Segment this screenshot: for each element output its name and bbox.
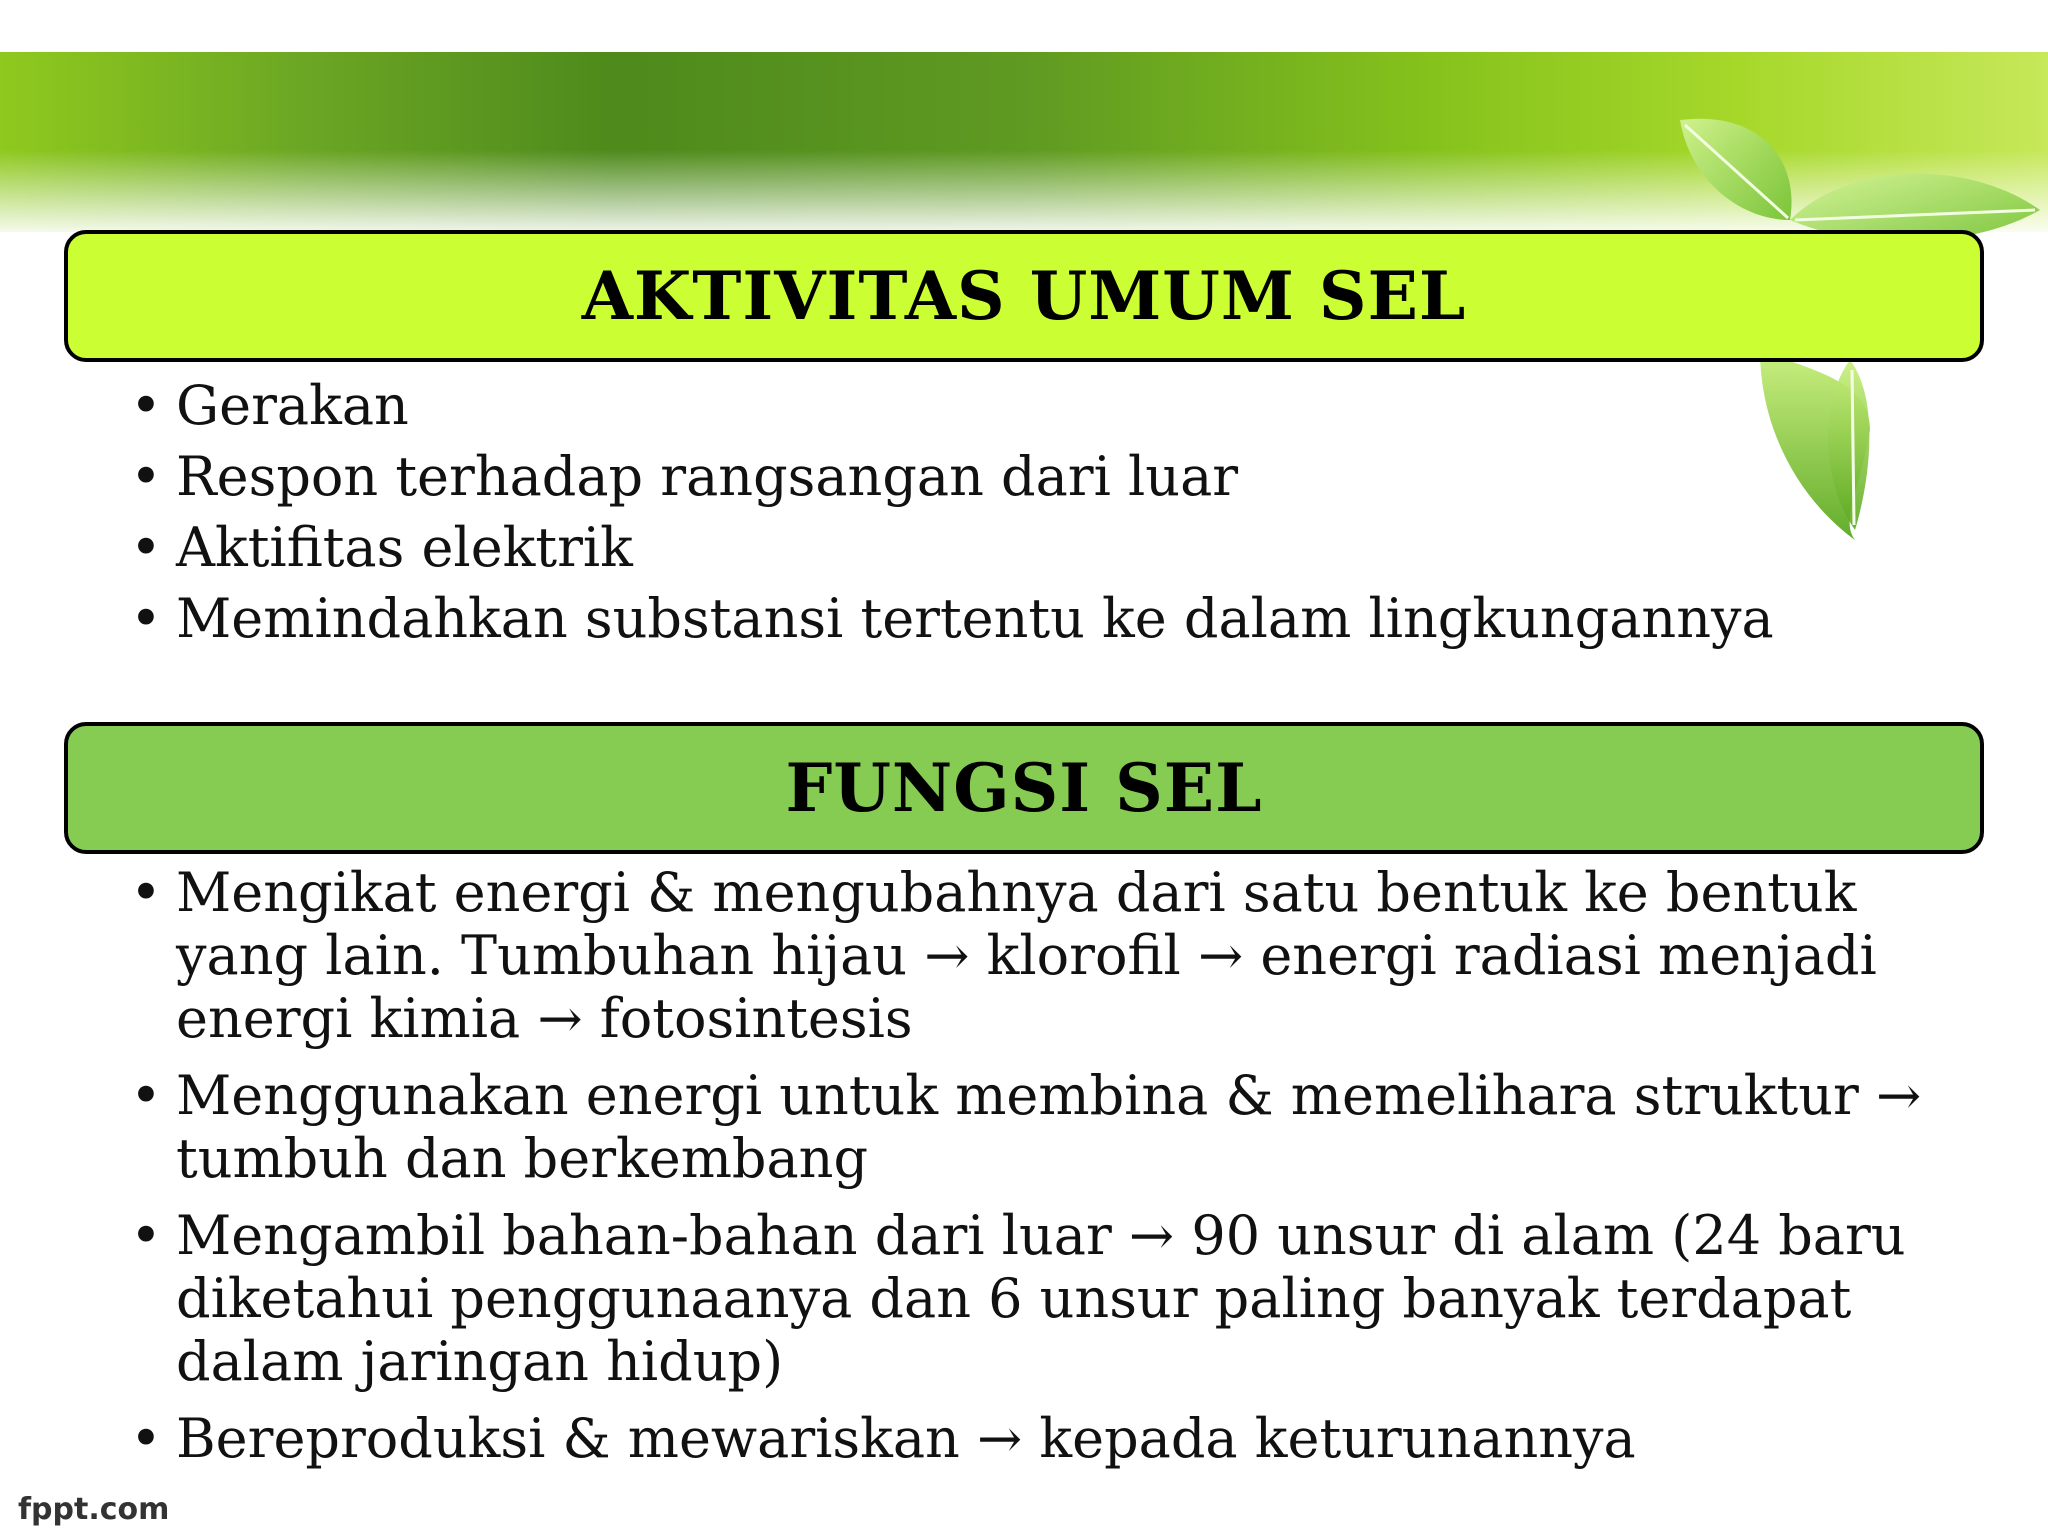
list-item: • Bereproduksi & mewariskan → kepada keturunannya [130,1407,1980,1470]
section1-title: AKTIVITAS UMUM SEL [581,257,1467,335]
watermark: fppt.com [18,1492,170,1527]
section2-header [64,722,1984,854]
section1-header [64,230,1984,362]
list-item: • Mengambil bahan-bahan dari luar → 90 unsur di alam (24 baru diketahui penggunaanya dan 6 unsur paling banyak terdapat dalam jaringan hidup) [130,1204,1980,1393]
section2-title: FUNGSI SEL [785,749,1263,827]
list-item: • Aktifitas elektrik [130,516,1780,579]
list-item: • Memindahkan substansi tertentu ke dalam lingkungannya [130,587,1780,650]
list-item: • Menggunakan energi untuk membina & memelihara struktur → tumbuh dan berkembang [130,1064,1980,1190]
list-item: • Respon terhadap rangsangan dari luar [130,445,1780,508]
section2-list [130,861,1980,1484]
list-item: • Mengikat energi & mengubahnya dari satu bentuk ke bentuk yang lain. Tumbuhan hijau → klorofil → energi radiasi menjadi energi kimia → fotosintesis [130,861,1980,1050]
section1-list [130,374,1780,658]
list-item: • Gerakan [130,374,1780,437]
